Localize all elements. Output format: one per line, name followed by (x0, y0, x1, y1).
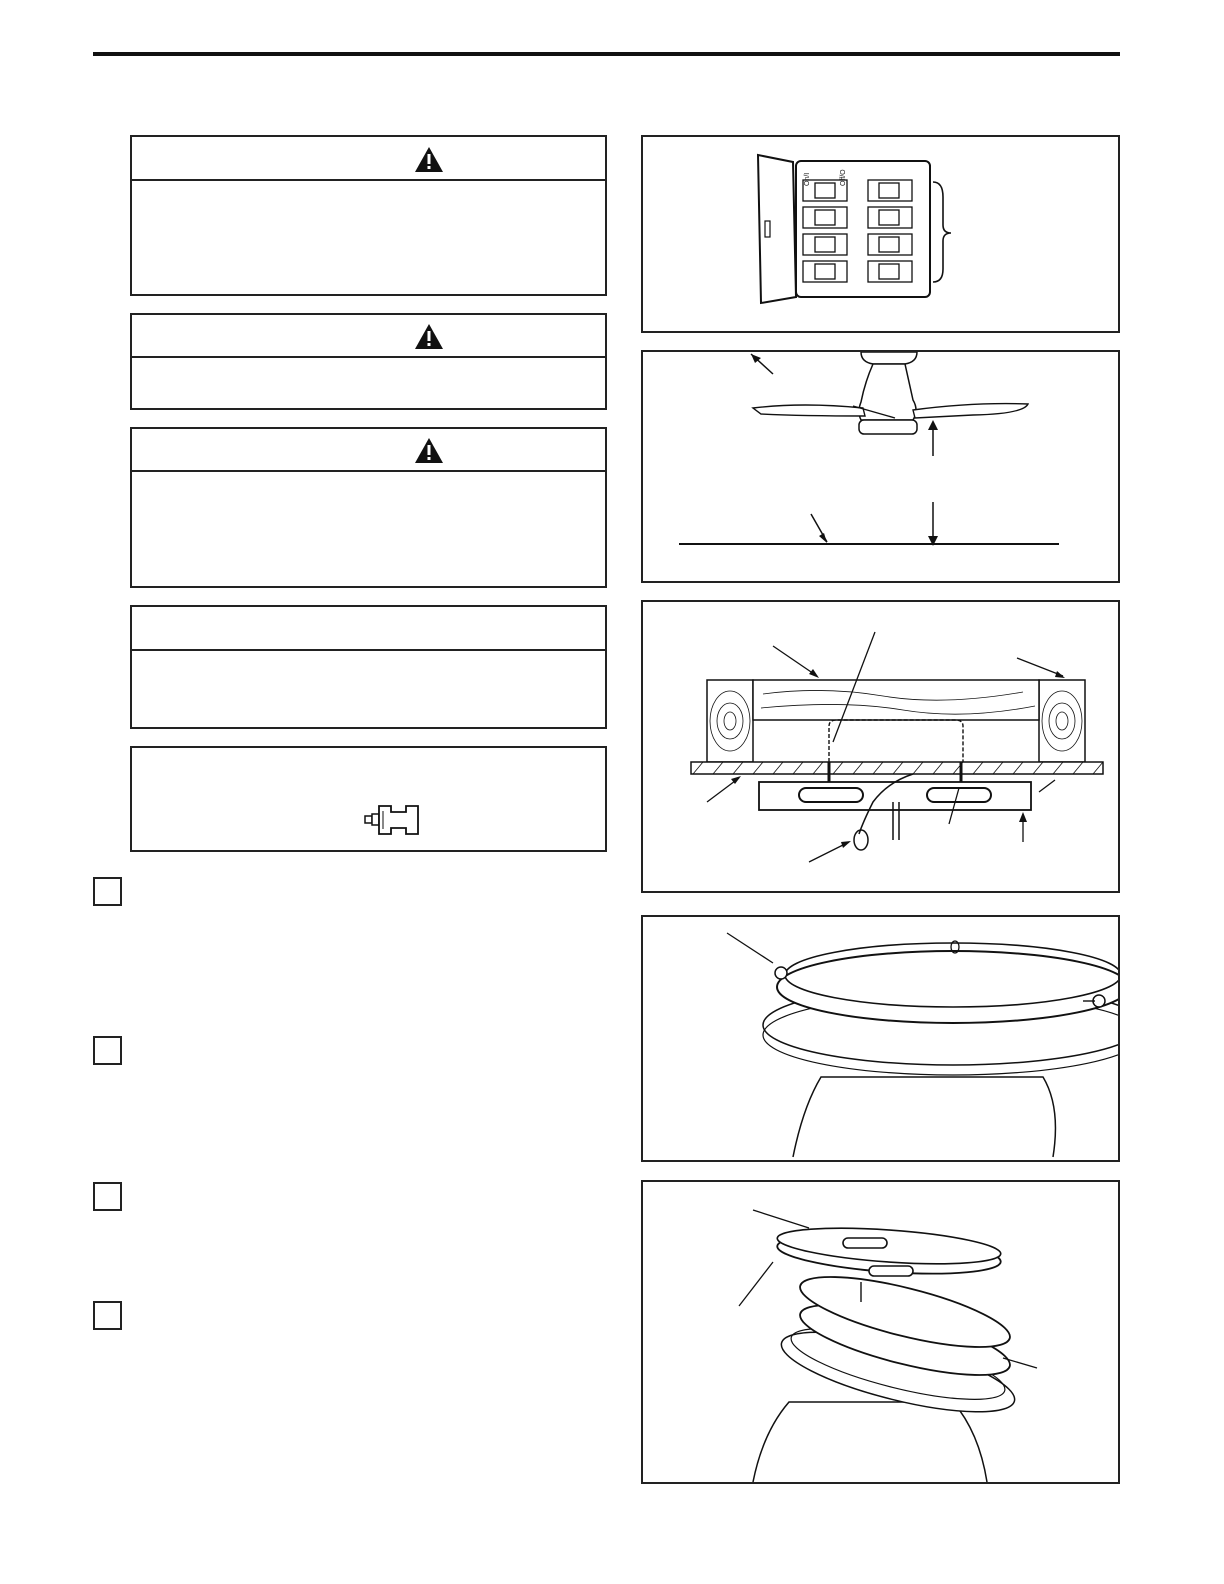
breaker-panel-drawing (643, 137, 1120, 333)
switch-off-label: Off/O (840, 169, 847, 186)
warning-icon (414, 323, 444, 350)
step-box-1 (93, 877, 122, 906)
mounting-bracket-drawing (643, 602, 1120, 893)
figure-mounting-bracket (641, 600, 1120, 893)
figure-breaker-panel (641, 135, 1120, 333)
warning-box-3-header (132, 429, 605, 472)
figure-canopy-assembly (641, 1180, 1120, 1484)
wire-connector-icon (364, 803, 424, 837)
switch-on-label: On/I (804, 172, 811, 186)
step-box-2 (93, 1036, 122, 1065)
canopy-ring-drawing (643, 917, 1120, 1162)
fan-clearance-drawing (643, 352, 1120, 583)
warning-box-3 (130, 427, 607, 588)
warning-box-1-header (132, 137, 605, 181)
warning-box-1 (130, 135, 607, 296)
top-rule (93, 52, 1120, 56)
note-box (130, 605, 607, 729)
hardware-note-box (130, 746, 607, 852)
warning-box-2-header (132, 315, 605, 358)
step-box-4 (93, 1301, 122, 1330)
warning-icon (414, 146, 444, 173)
note-box-header (132, 607, 605, 651)
step-box-3 (93, 1182, 122, 1211)
figure-canopy-ring (641, 915, 1120, 1162)
warning-box-2 (130, 313, 607, 410)
warning-icon (414, 437, 444, 464)
canopy-assembly-drawing (643, 1182, 1120, 1484)
figure-fan-clearance (641, 350, 1120, 583)
